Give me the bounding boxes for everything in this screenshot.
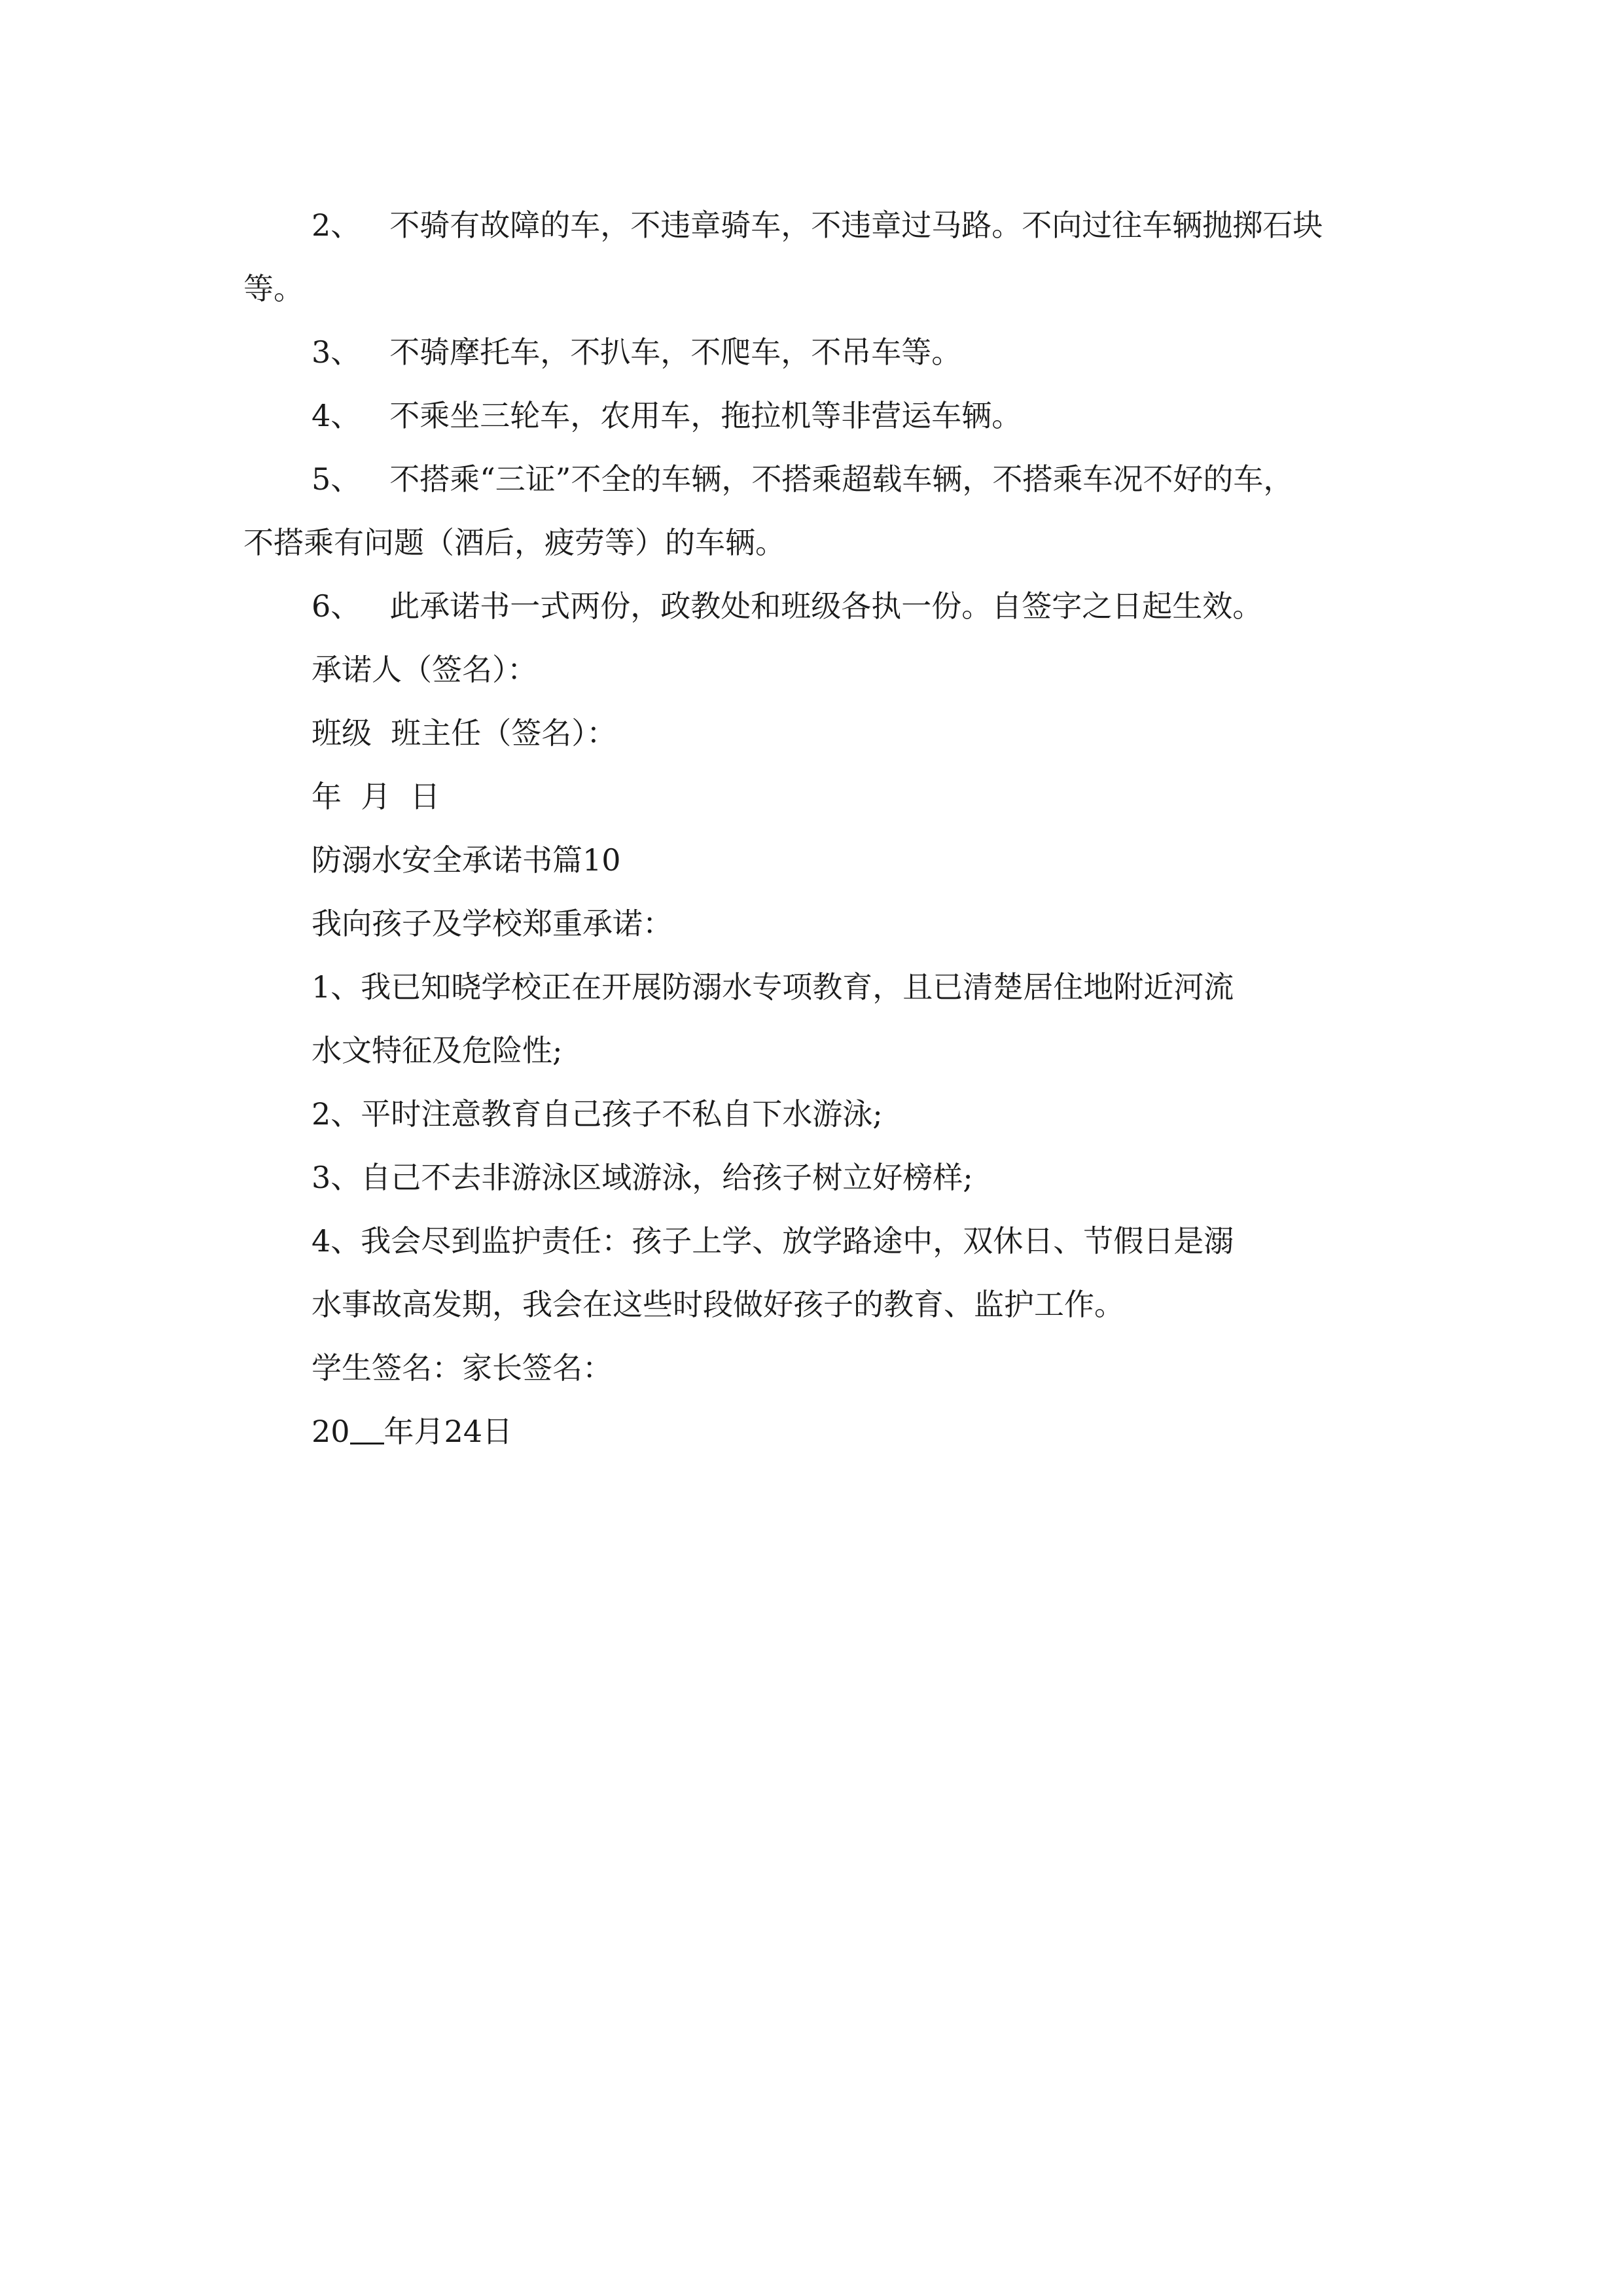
signature-date-line: 年 月 日 xyxy=(312,779,440,814)
rule-number: 4、 xyxy=(312,398,361,433)
rule-number: 2、 xyxy=(312,207,361,243)
date-year-prefix: 20 xyxy=(312,1414,350,1449)
promisor-signature-line: 承诺人（签名）： xyxy=(312,652,537,687)
rule-text: 不搭乘“三证”不全的车辆，不搭乘超载车辆，不搭乘车况不好的车， xyxy=(389,461,1294,497)
pledge-point: 3、自己不去非游泳区域游泳，给孩子树立好榜样; xyxy=(312,1160,973,1195)
pledge-point: 水事故高发期，我会在这些时段做好孩子的教育、监护工作。 xyxy=(312,1287,1124,1322)
rule-item-3 xyxy=(243,331,1395,373)
document-body xyxy=(243,204,1395,1474)
rule-item-2-continued: 等。 xyxy=(243,271,304,306)
rule-item-6 xyxy=(243,585,1395,627)
date-suffix: 年月24日 xyxy=(383,1414,513,1449)
class-teacher-signature-line: 班级 班主任（签名）： xyxy=(312,715,617,751)
rule-number: 3、 xyxy=(312,334,361,370)
rule-text: 不骑摩托车，不扒车，不爬车，不吊车等。 xyxy=(389,334,962,370)
rule-text: 不乘坐三轮车，农用车，拖拉机等非营运车辆。 xyxy=(389,398,1022,433)
section-title: 防溺水安全承诺书篇10 xyxy=(312,842,621,878)
year-blank xyxy=(350,1416,384,1444)
pledge-point: 4、我会尽到监护责任：孩子上学、放学路途中，双休日、节假日是溺 xyxy=(312,1223,1234,1259)
rule-number: 6、 xyxy=(312,588,361,624)
pledge-date-line xyxy=(243,1410,1395,1452)
rule-item-2 xyxy=(243,204,1395,246)
rule-number: 5、 xyxy=(312,461,361,497)
rule-text: 不骑有故障的车，不违章骑车，不违章过马路。不向过往车辆抛掷石块 xyxy=(389,207,1323,243)
pledge-point: 1、我已知晓学校正在开展防溺水专项教育，且已清楚居住地附近河流 xyxy=(312,969,1234,1005)
pledge-point: 水文特征及危险性; xyxy=(312,1033,563,1068)
rule-item-5-continued: 不搭乘有问题（酒后，疲劳等）的车辆。 xyxy=(243,525,785,560)
rule-text: 此承诺书一式两份，政教处和班级各执一份。自签字之日起生效。 xyxy=(389,588,1263,624)
student-parent-signature-line: 学生签名：家长签名： xyxy=(312,1350,613,1386)
rule-item-4 xyxy=(243,395,1395,437)
rule-item-5 xyxy=(243,458,1395,500)
pledge-point: 2、平时注意教育自己孩子不私自下水游泳; xyxy=(312,1096,883,1132)
section-intro: 我向孩子及学校郑重承诺： xyxy=(312,906,673,941)
